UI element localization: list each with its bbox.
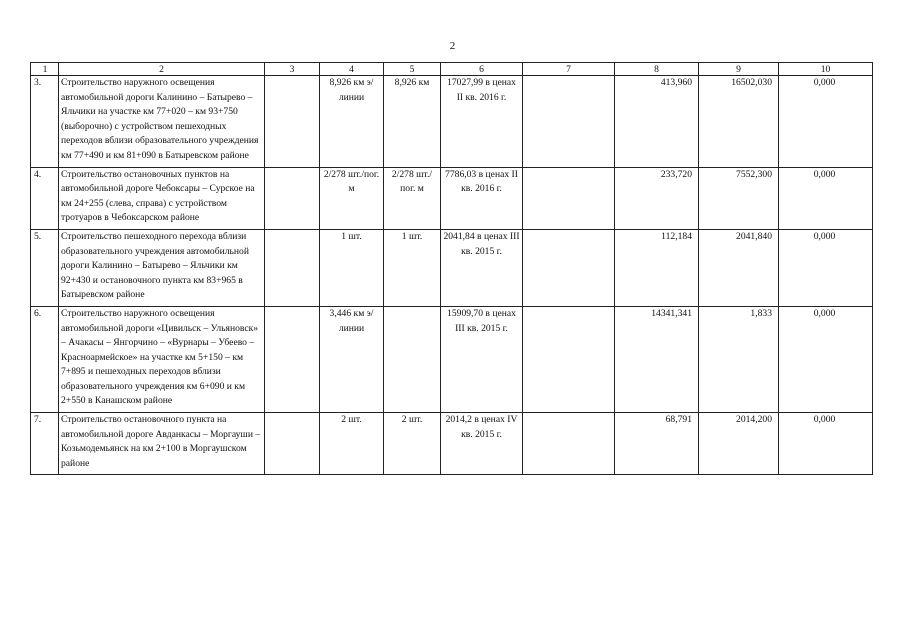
column-header: 8: [615, 63, 699, 76]
row-number: 4.: [31, 167, 59, 229]
column-header: 7: [523, 63, 615, 76]
col-3-cell: [265, 413, 320, 475]
col-8-cell: 14341,341: [615, 306, 699, 412]
col-10-cell: 0,000: [779, 167, 873, 229]
data-table: [30, 62, 873, 475]
col-4-cell: 2 шт.: [320, 413, 384, 475]
col-9-cell: 7552,300: [699, 167, 779, 229]
col-3-cell: [265, 229, 320, 306]
col-9-cell: 16502,030: [699, 76, 779, 168]
column-header: 3: [265, 63, 320, 76]
col-5-cell: [384, 306, 441, 412]
col-4-cell: 2/278 шт./пог. м: [320, 167, 384, 229]
col-3-cell: [265, 76, 320, 168]
col-9-cell: 1,833: [699, 306, 779, 412]
project-name: Строительство пешеходного перехода вблизи образовательного учреждения автомобильной дороги Калинино – Батырево – Яльчики км 92+430 и остановочного пункта км 83+965 в Батыревском районе: [59, 229, 265, 306]
table-row: [31, 413, 873, 475]
project-name: Строительство остановочных пунктов на автомобильной дороге Чебоксары – Сурское на км 24+255 (слева, справа) с устройством тротуаров в Чебоксарском районе: [59, 167, 265, 229]
col-6-cell: 7786,03 в ценах II кв. 2016 г.: [441, 167, 523, 229]
col-4-cell: 3,446 км э/линии: [320, 306, 384, 412]
project-name: Строительство остановочного пункта на автомобильной дороге Авданкасы – Моргауши – Козьмодемьянск на км 2+100 в Моргаушском районе: [59, 413, 265, 475]
col-3-cell: [265, 306, 320, 412]
row-number: 3.: [31, 76, 59, 168]
col-6-cell: 2041,84 в ценах III кв. 2015 г.: [441, 229, 523, 306]
col-6-cell: 17027,99 в ценах II кв. 2016 г.: [441, 76, 523, 168]
col-7-cell: [523, 306, 615, 412]
column-header: 5: [384, 63, 441, 76]
col-10-cell: 0,000: [779, 76, 873, 168]
col-5-cell: 2/278 шт./пог. м: [384, 167, 441, 229]
col-8-cell: 68,791: [615, 413, 699, 475]
column-header: 6: [441, 63, 523, 76]
col-5-cell: 8,926 км: [384, 76, 441, 168]
table-row: [31, 229, 873, 306]
project-name: Строительство наружного освещения автомобильной дороги Калинино – Батырево – Яльчики на участке км 77+020 – км 93+750 (выборочно) с устройством пешеходных переходов вблизи образовательного учреждения км 77+490 и км 81+090 в Батыревском районе: [59, 76, 265, 168]
project-name: Строительство наружного освещения автомобильной дороги «Цивильск – Ульяновск» – Ачакасы – Янгорчино – «Вурнары – Убеево – Красноармейское» на участке км 5+150 – км 7+895 и пешеходных переходов вблизи образовательного учреждения км 6+090 и км 2+550 в Канашском районе: [59, 306, 265, 412]
col-4-cell: 8,926 км э/линии: [320, 76, 384, 168]
table-header-row: [31, 63, 873, 76]
column-header: 1: [31, 63, 59, 76]
col-6-cell: 2014,2 в ценах IV кв. 2015 г.: [441, 413, 523, 475]
col-4-cell: 1 шт.: [320, 229, 384, 306]
col-8-cell: 413,960: [615, 76, 699, 168]
col-8-cell: 233,720: [615, 167, 699, 229]
col-7-cell: [523, 167, 615, 229]
col-9-cell: 2014,200: [699, 413, 779, 475]
column-header: 4: [320, 63, 384, 76]
col-8-cell: 112,184: [615, 229, 699, 306]
row-number: 6.: [31, 306, 59, 412]
col-3-cell: [265, 167, 320, 229]
col-6-cell: 15909,70 в ценах III кв. 2015 г.: [441, 306, 523, 412]
table-row: [31, 76, 873, 168]
col-5-cell: 2 шт.: [384, 413, 441, 475]
column-header: 10: [779, 63, 873, 76]
row-number: 7.: [31, 413, 59, 475]
col-10-cell: 0,000: [779, 229, 873, 306]
col-7-cell: [523, 229, 615, 306]
table-row: [31, 167, 873, 229]
col-10-cell: 0,000: [779, 306, 873, 412]
col-9-cell: 2041,840: [699, 229, 779, 306]
col-7-cell: [523, 76, 615, 168]
table-row: [31, 306, 873, 412]
col-10-cell: 0,000: [779, 413, 873, 475]
col-7-cell: [523, 413, 615, 475]
column-header: 2: [59, 63, 265, 76]
column-header: 9: [699, 63, 779, 76]
page-number: 2: [449, 40, 456, 52]
row-number: 5.: [31, 229, 59, 306]
col-5-cell: 1 шт.: [384, 229, 441, 306]
